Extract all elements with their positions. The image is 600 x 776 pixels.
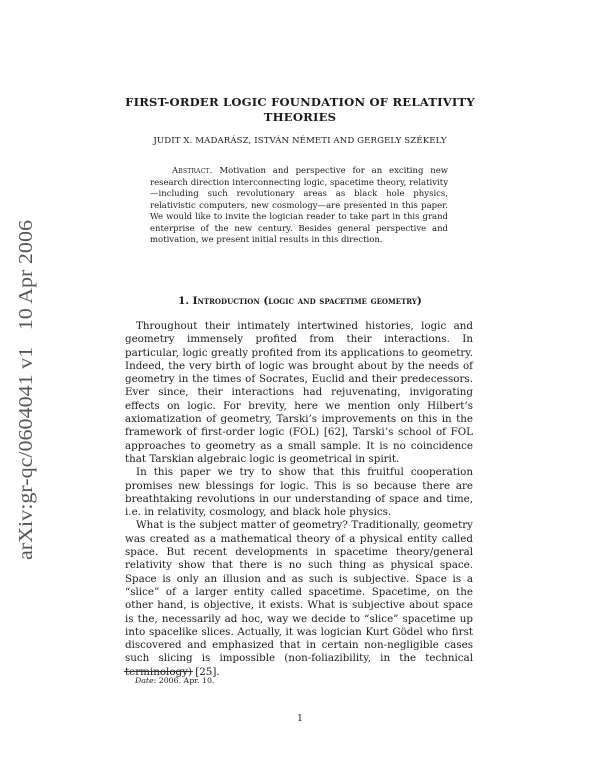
footnote-text: : 2006. Apr. 10. bbox=[153, 676, 215, 685]
paper-title bbox=[100, 95, 500, 124]
paragraph: Throughout their intimately intertwined histories, logic and geometry immensely profited from their interactions. In particular, logic greatly profited from its applications to geometry. Indeed, the very birth of logic was brought about by the needs of geometry in the times of Socrates, Euclid and their predecessors. Ever since, their interactions had rejuvenating, invigorating effects on logic. For brevity, here we mention only Hilbert’s axiomatization of geometry, Tarski’s improvements on this in the framework of first-order logic (FOL) [62], Tarski’s school of FOL approaches to geometry as a small sample. It is no coincidence that Tarskian algebraic logic is geometrical in spirit. bbox=[125, 320, 473, 465]
footnote-rule bbox=[124, 671, 193, 672]
body-text bbox=[125, 320, 473, 679]
abstract bbox=[150, 166, 448, 247]
arxiv-stamp bbox=[10, 220, 40, 560]
authors: JUDIT X. MADARÁSZ, ISTVÁN NÉMETI AND GERGELY SZÉKELY bbox=[153, 136, 447, 146]
section-number: 1. bbox=[178, 295, 190, 307]
footnote-label: Date bbox=[135, 676, 154, 685]
paper-title-line2: THEORIES bbox=[263, 109, 337, 124]
abstract-label: Abstract. bbox=[172, 166, 213, 176]
paragraph: In this paper we try to show that this fruitful cooperation promises new blessings for logic. This is so because there are breathtaking revolutions in our understanding of space and time, i.e. in relativity, cosmology, and black hole physics. bbox=[125, 466, 473, 519]
paper-title-line1: FIRST-ORDER LOGIC FOUNDATION OF RELATIVITY bbox=[125, 95, 475, 109]
footnote bbox=[135, 676, 214, 685]
section-heading bbox=[100, 295, 500, 307]
paragraph: What is the subject matter of geometry? Traditionally, geometry was created as a mathematical theory of a physical entity called space. But recent developments in spacetime theory/general relativity show that there is no such thing as physical space. Space is only an illusion and as such is subjective. Space is a “slice” of a larger entity called spacetime. Spacetime, on the other hand, is objective, it exists. What is subjective about space is the, necessarily ad hoc, way we decide to “slice” spacetime up into spacelike slices. Actually, it was logician Kurt Gödel who first discovered and emphasized that in certain non-negligible cases such slicing is impossible (non-foliazibility, in the technical terminology) [25]. bbox=[125, 519, 473, 678]
page-number: 1 bbox=[297, 714, 303, 724]
section-title: Introduction (logic and spacetime geometry) bbox=[192, 295, 422, 307]
abstract-text: Motivation and perspective for an exciting new research direction interconnecting logic, spacetime theory, relativity—including such revolutionary areas as black hole physics, relativistic computers, new cosmology—are presented in this paper. We would like to invite the logician reader to take part in this grand enterprise of the new century. Besides general perspective and motivation, we present initial results in this direction. bbox=[150, 166, 449, 246]
arxiv-stamp-text: arXiv:gr-qc/0604041 v1 10 Apr 2006 bbox=[16, 259, 37, 560]
